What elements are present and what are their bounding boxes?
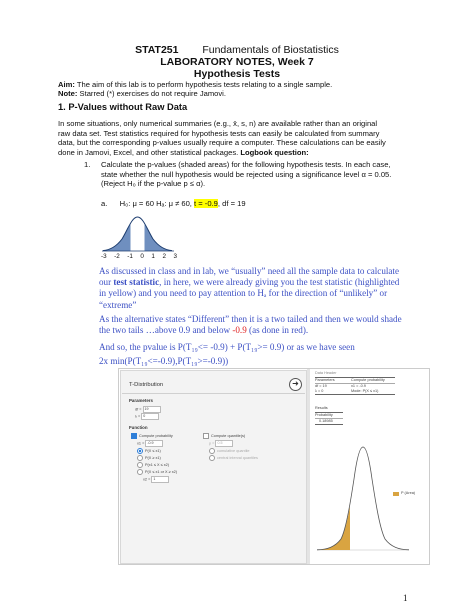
divider bbox=[122, 393, 305, 394]
answer-line bbox=[99, 325, 444, 336]
analysis-title: T-Distribution bbox=[129, 382, 164, 388]
legend-label: P (Area) bbox=[401, 491, 416, 495]
radio-icon[interactable] bbox=[137, 469, 143, 475]
density-curve bbox=[317, 447, 409, 550]
checkbox-checked-icon[interactable] bbox=[131, 433, 137, 439]
option-label: P(x1 ≤ X ≤ x2) bbox=[145, 463, 170, 467]
table-header-row bbox=[315, 378, 395, 383]
table-cell: x1 = -0.9 bbox=[351, 384, 366, 388]
option-cumulative-quantile[interactable] bbox=[209, 448, 250, 454]
radio-icon[interactable] bbox=[209, 455, 215, 461]
intro-line bbox=[58, 148, 428, 158]
table-cell: λ = 0 bbox=[315, 389, 324, 393]
answer-paragraph-3: And so, the pvalue is P(T₁₉<= -0.9) + P(T₁₉>= 0.9) or as we have seen bbox=[99, 342, 355, 352]
intro-text: done in Jamovi, Excel, and other statistical packages. bbox=[58, 147, 239, 157]
options-panel bbox=[120, 370, 307, 564]
arrow-right-icon[interactable]: ➜ bbox=[289, 378, 302, 391]
df-input[interactable]: 19 bbox=[143, 406, 161, 413]
part-a-label: a. bbox=[101, 199, 108, 208]
table-header: Parameters bbox=[315, 378, 335, 382]
aim-label: Aim: bbox=[58, 80, 75, 89]
compute-probability-option[interactable] bbox=[131, 433, 173, 439]
answer-text: (as done in red). bbox=[246, 325, 309, 336]
answer-paragraph-1 bbox=[99, 266, 439, 311]
right-tail-shade bbox=[145, 223, 173, 251]
p-row bbox=[209, 440, 233, 447]
answer-text: , bbox=[159, 277, 162, 288]
axis-tick-label: 2 bbox=[162, 253, 166, 260]
degrees-of-freedom: , df = 19 bbox=[217, 199, 246, 208]
answer-red-text: -0.9 bbox=[232, 325, 247, 336]
left-tail-shade bbox=[103, 223, 131, 251]
table-header: Compute probability bbox=[351, 378, 385, 382]
x1-input[interactable]: -0.9 bbox=[145, 440, 163, 447]
axis-tick-label: 0 bbox=[140, 253, 144, 260]
option-le[interactable] bbox=[137, 448, 161, 454]
x2-input[interactable]: 1 bbox=[151, 476, 169, 483]
logbook-label: Logbook question: bbox=[240, 147, 309, 157]
legend-swatch bbox=[393, 492, 399, 496]
course-title bbox=[0, 44, 474, 56]
answer-line: As discussed in class and in lab, we “usually” need all the sample data to calculate bbox=[99, 266, 399, 276]
option-between[interactable] bbox=[137, 462, 169, 468]
results-panel bbox=[313, 371, 427, 562]
lambda-input[interactable]: 0 bbox=[141, 413, 159, 420]
probability-value: 0.18985 bbox=[315, 418, 343, 424]
answer-line: As the alternative states “Different” then it is a two tailed and then we would shade bbox=[99, 314, 402, 324]
radio-selected-icon[interactable] bbox=[137, 448, 143, 454]
table-cell: df = 19 bbox=[315, 384, 327, 388]
mini-axis-labels bbox=[101, 253, 177, 260]
radio-icon[interactable] bbox=[137, 455, 143, 461]
density-curve bbox=[103, 217, 172, 251]
lambda-label: λ = bbox=[135, 414, 141, 419]
p-label: p = bbox=[209, 441, 215, 446]
compute-quantile-label: Compute quantile(s) bbox=[211, 434, 246, 438]
answer-text: in here, we were already giving you the test statistic (highlighted bbox=[163, 277, 400, 288]
answer-line bbox=[99, 277, 439, 288]
answer-bold: test statistic bbox=[113, 277, 160, 288]
answer-text: the two tails …above 0.9 and below bbox=[99, 325, 233, 336]
x2-label: x2 = bbox=[143, 477, 151, 482]
axis-tick-label: -1 bbox=[127, 253, 133, 260]
null-hypothesis: H₀: μ = 60 bbox=[119, 199, 154, 208]
axis-tick-label: 3 bbox=[173, 253, 177, 260]
table-cell: Mode: P(X ≤ x1) bbox=[351, 389, 379, 393]
course-name: Fundamentals of Biostatistics bbox=[202, 44, 339, 56]
df-label: df = bbox=[135, 407, 142, 412]
compute-quantile-option[interactable] bbox=[203, 433, 245, 439]
radio-icon[interactable] bbox=[137, 462, 143, 468]
page-title: Hypothesis Tests bbox=[193, 68, 281, 80]
x1-label: x1 = bbox=[137, 441, 145, 446]
jamovi-screenshot bbox=[118, 368, 430, 565]
option-label: cumulative quantile bbox=[217, 449, 250, 453]
results-label: Results bbox=[315, 406, 328, 410]
question-line: (Reject H₀ if the p-value p ≤ α). bbox=[101, 179, 206, 189]
panel-splitter[interactable] bbox=[307, 369, 310, 564]
x1-row bbox=[137, 440, 163, 447]
intro-line: raw data set. Test statistics required for hypothesis tests can easily be calculated from summary bbox=[58, 128, 380, 138]
results-table bbox=[315, 412, 343, 425]
option-label: P(X ≥ x1) bbox=[145, 456, 161, 460]
lambda-row bbox=[135, 413, 159, 420]
answer-paragraph-2 bbox=[99, 314, 444, 336]
probability-header: Probability bbox=[315, 413, 333, 417]
option-label: P(X ≤ x1 or X ≥ x2) bbox=[145, 470, 178, 474]
answer-paragraph-4: 2x min(P(T₁₉<=-0.9),P(T₁₉>=-0.9)) bbox=[99, 356, 229, 366]
course-code: STAT251 bbox=[135, 44, 179, 56]
option-label: P(X ≤ x1) bbox=[145, 449, 161, 453]
parameters-heading: Parameters bbox=[129, 398, 153, 403]
alt-hypothesis: Hₐ: μ ≠ 60, bbox=[156, 199, 192, 208]
lower-tail-shade bbox=[317, 507, 350, 550]
axis-tick-label: -3 bbox=[101, 253, 107, 260]
question-line: Calculate the p-values (shaded areas) for the following hypothesis tests. In each case, bbox=[101, 160, 391, 169]
checkbox-unchecked-icon[interactable] bbox=[203, 433, 209, 439]
option-label: central interval quantiles bbox=[217, 456, 258, 460]
option-ge[interactable] bbox=[137, 455, 161, 461]
results-header: Data Header bbox=[315, 371, 337, 375]
part-a-line bbox=[101, 199, 246, 209]
compute-probability-label: Compute probability bbox=[139, 434, 173, 438]
intro-paragraph bbox=[58, 119, 428, 157]
lab-notes-title: LABORATORY NOTES, Week 7 bbox=[160, 56, 314, 68]
question-text bbox=[101, 160, 441, 189]
axis-tick-label: 1 bbox=[151, 253, 155, 260]
intro-line: data, but the corresponding p-values usually require a computer. These calculations can be easily bbox=[58, 138, 386, 148]
radio-icon[interactable] bbox=[209, 448, 215, 454]
option-central-interval[interactable] bbox=[209, 455, 258, 461]
section-heading: 1. P-Values without Raw Data bbox=[58, 102, 188, 112]
question-number: 1. bbox=[84, 160, 91, 169]
parameters-table bbox=[315, 377, 395, 395]
answer-text: our bbox=[99, 277, 114, 288]
note-line bbox=[58, 89, 226, 99]
page-number: 1 bbox=[403, 593, 408, 603]
question-line: state whether the null hypothesis would be rejected using a significance level α = 0.05. bbox=[101, 169, 392, 179]
note-label: Note: bbox=[58, 89, 78, 98]
aim-text: The aim of this lab is to perform hypothesis tests relating to a single sample. bbox=[76, 80, 333, 89]
table-row bbox=[315, 389, 395, 394]
answer-line: in yellow) and you need to pay attention to Hₐ for the direction of “unlikely” or bbox=[99, 288, 388, 299]
test-statistic-highlight: t = -0.9 bbox=[194, 199, 218, 208]
x2-row bbox=[143, 476, 169, 483]
note-text: Starred (*) exercises do not require Jamovi. bbox=[79, 89, 226, 98]
answer-line: “extreme” bbox=[99, 299, 137, 310]
p-input[interactable]: 0.5 bbox=[215, 440, 233, 447]
intro-line: In some situations, only numerical summaries (e.g., x̄, s, n) are available rather than an original bbox=[58, 119, 378, 128]
axis-tick-label: -2 bbox=[114, 253, 120, 260]
option-outside[interactable] bbox=[137, 469, 177, 475]
function-heading: Function bbox=[129, 425, 148, 430]
df-row bbox=[135, 406, 161, 413]
